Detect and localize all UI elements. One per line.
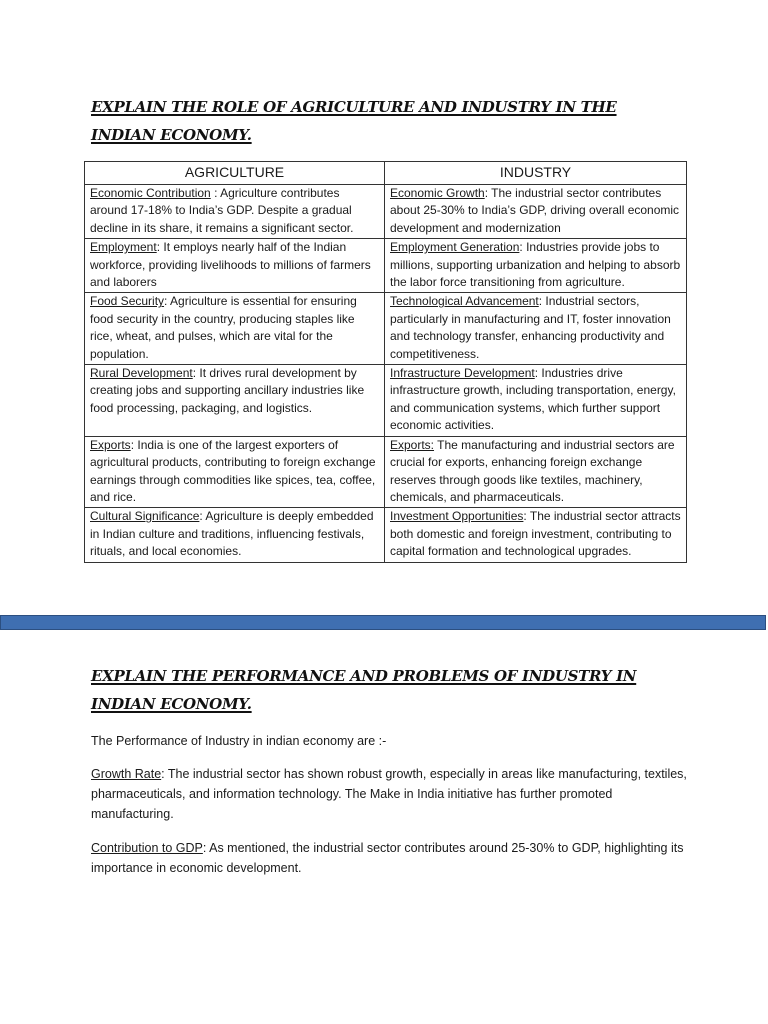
table-header-row (85, 162, 687, 185)
cell-text: The manufacturing and industrial sectors are crucial for exports, enhancing foreign exchange reserves through goods like textiles, machinery, chemicals, and pharmaceuticals. (390, 437, 675, 504)
cell-text: : It drives rural development by creating jobs and supporting ancillary industries like food processing, packaging, and logistics. (90, 366, 365, 415)
point-paragraph (91, 838, 691, 878)
cell-term: Technological Advancement (390, 294, 539, 309)
section-heading-performance: EXPLAIN THE PERFORMANCE AND PROBLEMS OF INDUSTRY IN INDIAN ECONOMY. (91, 667, 637, 713)
cell-term: Rural Development (90, 366, 193, 381)
point-term: Contribution to GDP (91, 841, 203, 855)
cell-term: Employment Generation (390, 240, 520, 255)
column-header-industry: INDUSTRY (385, 162, 687, 185)
column-header-agriculture: AGRICULTURE (85, 162, 385, 185)
point-text: : As mentioned, the industrial sector contributes around 25-30% to GDP, highlighting its importance in economic development. (91, 841, 684, 875)
cell-term: Employment (90, 240, 157, 255)
cell-text: : The industrial sector attracts both domestic and foreign investment, contributing to capital formation and technological upgrades. (390, 509, 681, 559)
comparison-table (84, 161, 687, 563)
section-divider-band (0, 615, 766, 630)
industry-cell (385, 365, 687, 437)
agriculture-cell (85, 508, 385, 562)
cell-text: : Agriculture is essential for ensuring food security in the country, producing staples like rice, wheat, and pulses, which are vital for the population. (90, 294, 357, 361)
cell-text: : Industries provide jobs to millions, supporting urbanization and helping to absorb the labor force transitioning from agriculture. (390, 240, 681, 290)
cell-text: : Industries drive infrastructure growth, including transportation, energy, and communication systems, which further support economic activities. (390, 366, 676, 433)
cell-term: Economic Growth (390, 186, 485, 200)
cell-term: Exports (90, 437, 131, 452)
cell-term: Food Security (90, 294, 165, 309)
table-row (85, 436, 687, 508)
point-term: Growth Rate (91, 767, 162, 781)
cell-text: : India is one of the largest exporters of agricultural products, contributing to foreign exchange earnings through commodities like spices, tea, coffee, and rice. (90, 437, 376, 504)
table-row (85, 239, 687, 293)
cell-text: : The industrial sector contributes about 25-30% to India’s GDP, driving overall economic development and modernization (390, 186, 680, 235)
industry-cell (385, 508, 687, 562)
industry-cell (385, 293, 687, 365)
cell-term: Investment Opportunities (390, 509, 524, 524)
table-row (85, 365, 687, 437)
cell-text: : It employs nearly half of the Indian workforce, providing livelihoods to millions of farmers and laborers (90, 240, 371, 290)
cell-term: Economic Contribution (90, 186, 211, 200)
table-row (85, 293, 687, 365)
agriculture-cell (85, 436, 385, 508)
cell-term: Cultural Significance (90, 509, 200, 524)
point-text: : The industrial sector has shown robust growth, especially in areas like manufacturing, textiles, pharmaceuticals, and information technology. The Make in India initiative has further promoted manufacturing. (91, 767, 687, 821)
cell-text: : Agriculture contributes around 17-18% to India’s GDP. Despite a gradual decline in its share, it remains a significant sector. (90, 186, 354, 235)
table-row (85, 508, 687, 562)
point-paragraph (91, 764, 691, 824)
agriculture-cell (85, 293, 385, 365)
table-row (85, 185, 687, 239)
agriculture-cell (85, 365, 385, 437)
agriculture-cell (85, 185, 385, 239)
industry-cell (385, 239, 687, 293)
cell-text: : Agriculture is deeply embedded in Indian culture and traditions, influencing festivals, rituals, and local economies. (90, 509, 374, 559)
cell-term: Infrastructure Development (390, 366, 535, 381)
intro-paragraph: The Performance of Industry in indian economy are :- (91, 734, 387, 748)
cell-term: Exports: (390, 437, 435, 452)
cell-text: : Industrial sectors, particularly in manufacturing and IT, foster innovation and technology transfer, enhancing productivity and competitiveness. (390, 294, 671, 361)
industry-cell (385, 185, 687, 239)
section-heading-role: EXPLAIN THE ROLE OF AGRICULTURE AND INDUSTRY IN THE INDIAN ECONOMY. (91, 98, 617, 144)
industry-cell (385, 436, 687, 508)
agriculture-cell (85, 239, 385, 293)
